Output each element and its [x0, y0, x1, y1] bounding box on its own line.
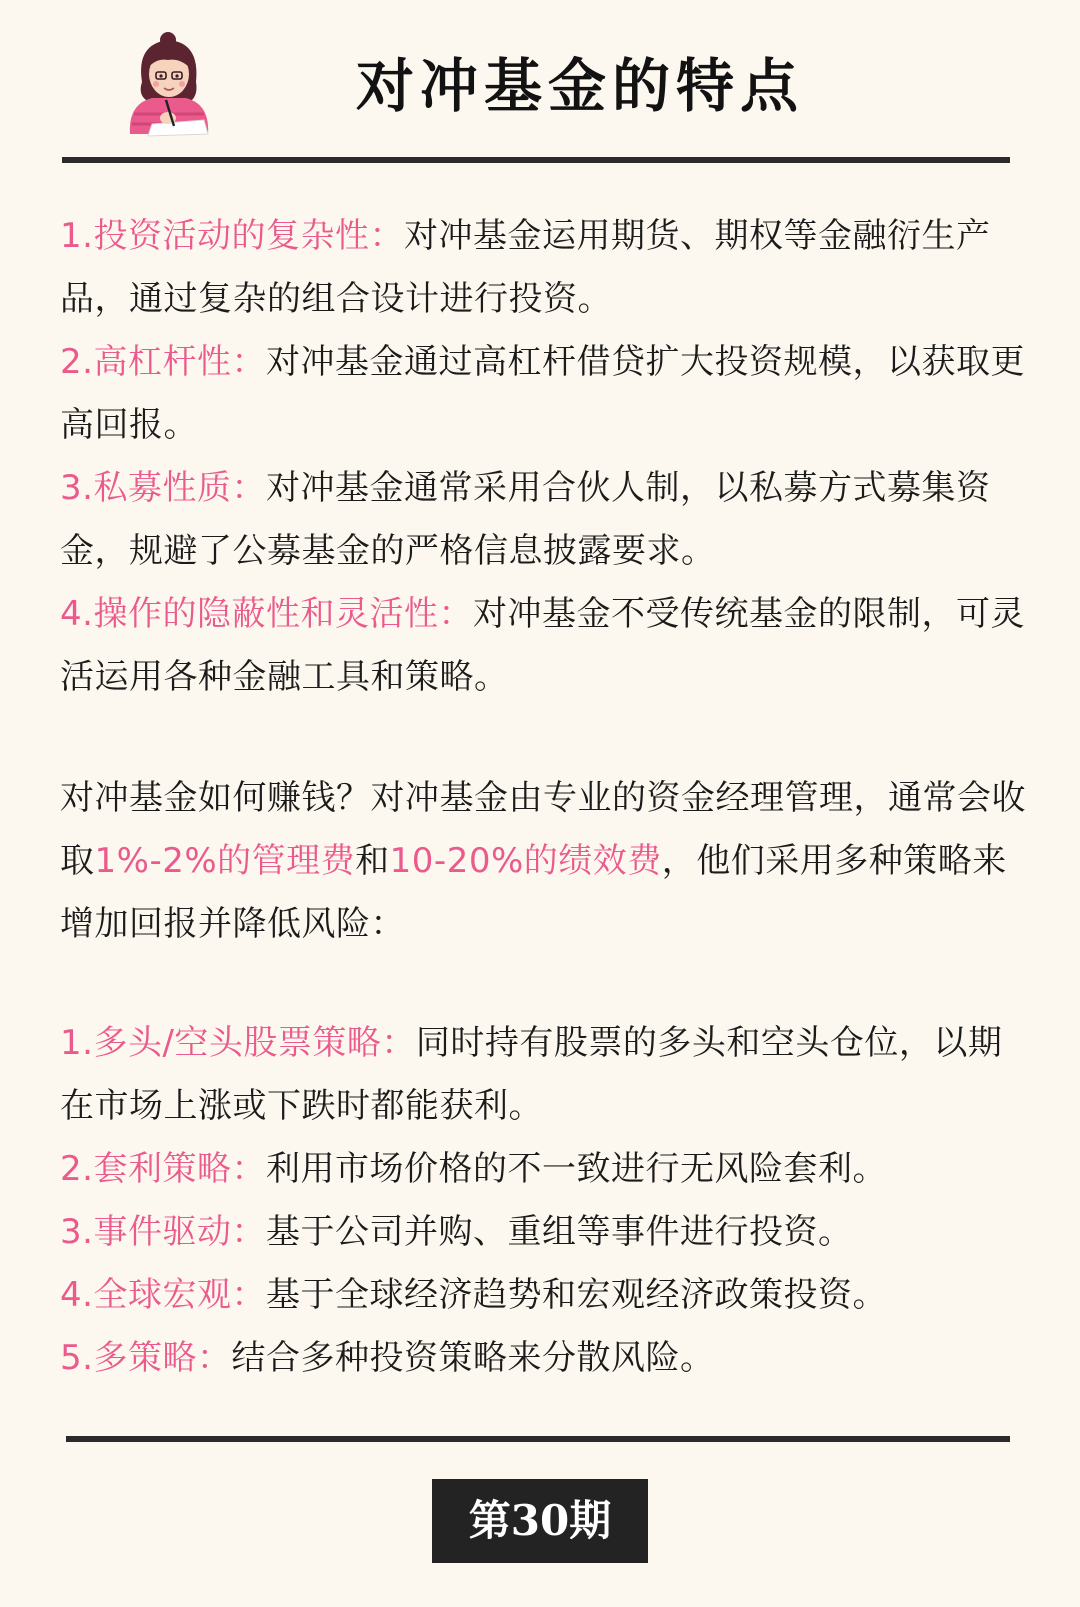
feature-text: 对冲基金通常采用合伙人制，以私募方式募集资金，规避了公募基金的严格信息披露要求。 [60, 468, 991, 571]
feature-text: 对冲基金通过高杠杆借贷扩大投资规模，以获取更高回报。 [60, 342, 1025, 445]
features-list [60, 205, 1030, 709]
strategy-label: 3.事件驱动： [60, 1212, 266, 1252]
bottom-divider [66, 1436, 1010, 1442]
intro-text: 和 [355, 841, 390, 881]
strategy-label: 4.全球宏观： [60, 1275, 266, 1315]
feature-item [60, 583, 1030, 709]
strategy-item [60, 1012, 1030, 1138]
feature-item [60, 331, 1030, 457]
strategies-list [60, 1012, 1030, 1390]
feature-item [60, 457, 1030, 583]
feature-label: 4.操作的隐蔽性和灵活性： [60, 594, 473, 634]
strategy-text: 利用市场价格的不一致进行无风险套利。 [265, 1149, 887, 1189]
feature-label: 1.投资活动的复杂性： [60, 216, 404, 256]
feature-label: 3.私募性质： [60, 468, 266, 508]
strategy-text: 同时持有股票的多头和空头仓位，以期在市场上涨或下跌时都能获利。 [60, 1023, 1003, 1126]
performance-fee: 10-20%的绩效费 [389, 841, 662, 881]
strategy-label: 5.多策略： [60, 1338, 232, 1378]
girl-writing-icon [112, 30, 224, 138]
feature-text: 对冲基金运用期货、期权等金融衍生产品，通过复杂的组合设计进行投资。 [60, 216, 991, 319]
intro-text: 对冲基金如何赚钱？对冲基金由专业的资金经理管理，通常会收取 [60, 778, 1026, 881]
spacer [60, 956, 1030, 1012]
feature-text: 对冲基金不受传统基金的限制，可灵活运用各种金融工具和策略。 [60, 594, 1025, 697]
strategy-label: 2.套利策略： [60, 1149, 266, 1189]
management-fee: 1%-2%的管理费 [94, 841, 356, 881]
intro-paragraph [60, 767, 1030, 956]
strategy-item [60, 1201, 1030, 1264]
intro-text: ，他们采用多种策略来增加回报并降低风险： [60, 841, 1007, 944]
strategy-item [60, 1327, 1030, 1390]
strategy-text: 基于全球经济趋势和宏观经济政策投资。 [265, 1275, 887, 1315]
strategy-label: 1.多头/空头股票策略： [60, 1023, 416, 1063]
feature-label: 2.高杠杆性： [60, 342, 266, 382]
issue-badge: 第30期 [432, 1479, 648, 1563]
main-content [60, 205, 1030, 1390]
strategy-text: 基于公司并购、重组等事件进行投资。 [265, 1212, 853, 1252]
top-divider [62, 157, 1010, 163]
strategy-text: 结合多种投资策略来分散风险。 [231, 1338, 715, 1378]
header [0, 0, 1080, 160]
spacer [60, 709, 1030, 767]
page-title: 对冲基金的特点 [355, 52, 804, 120]
strategy-item [60, 1138, 1030, 1201]
feature-item [60, 205, 1030, 331]
strategy-item [60, 1264, 1030, 1327]
